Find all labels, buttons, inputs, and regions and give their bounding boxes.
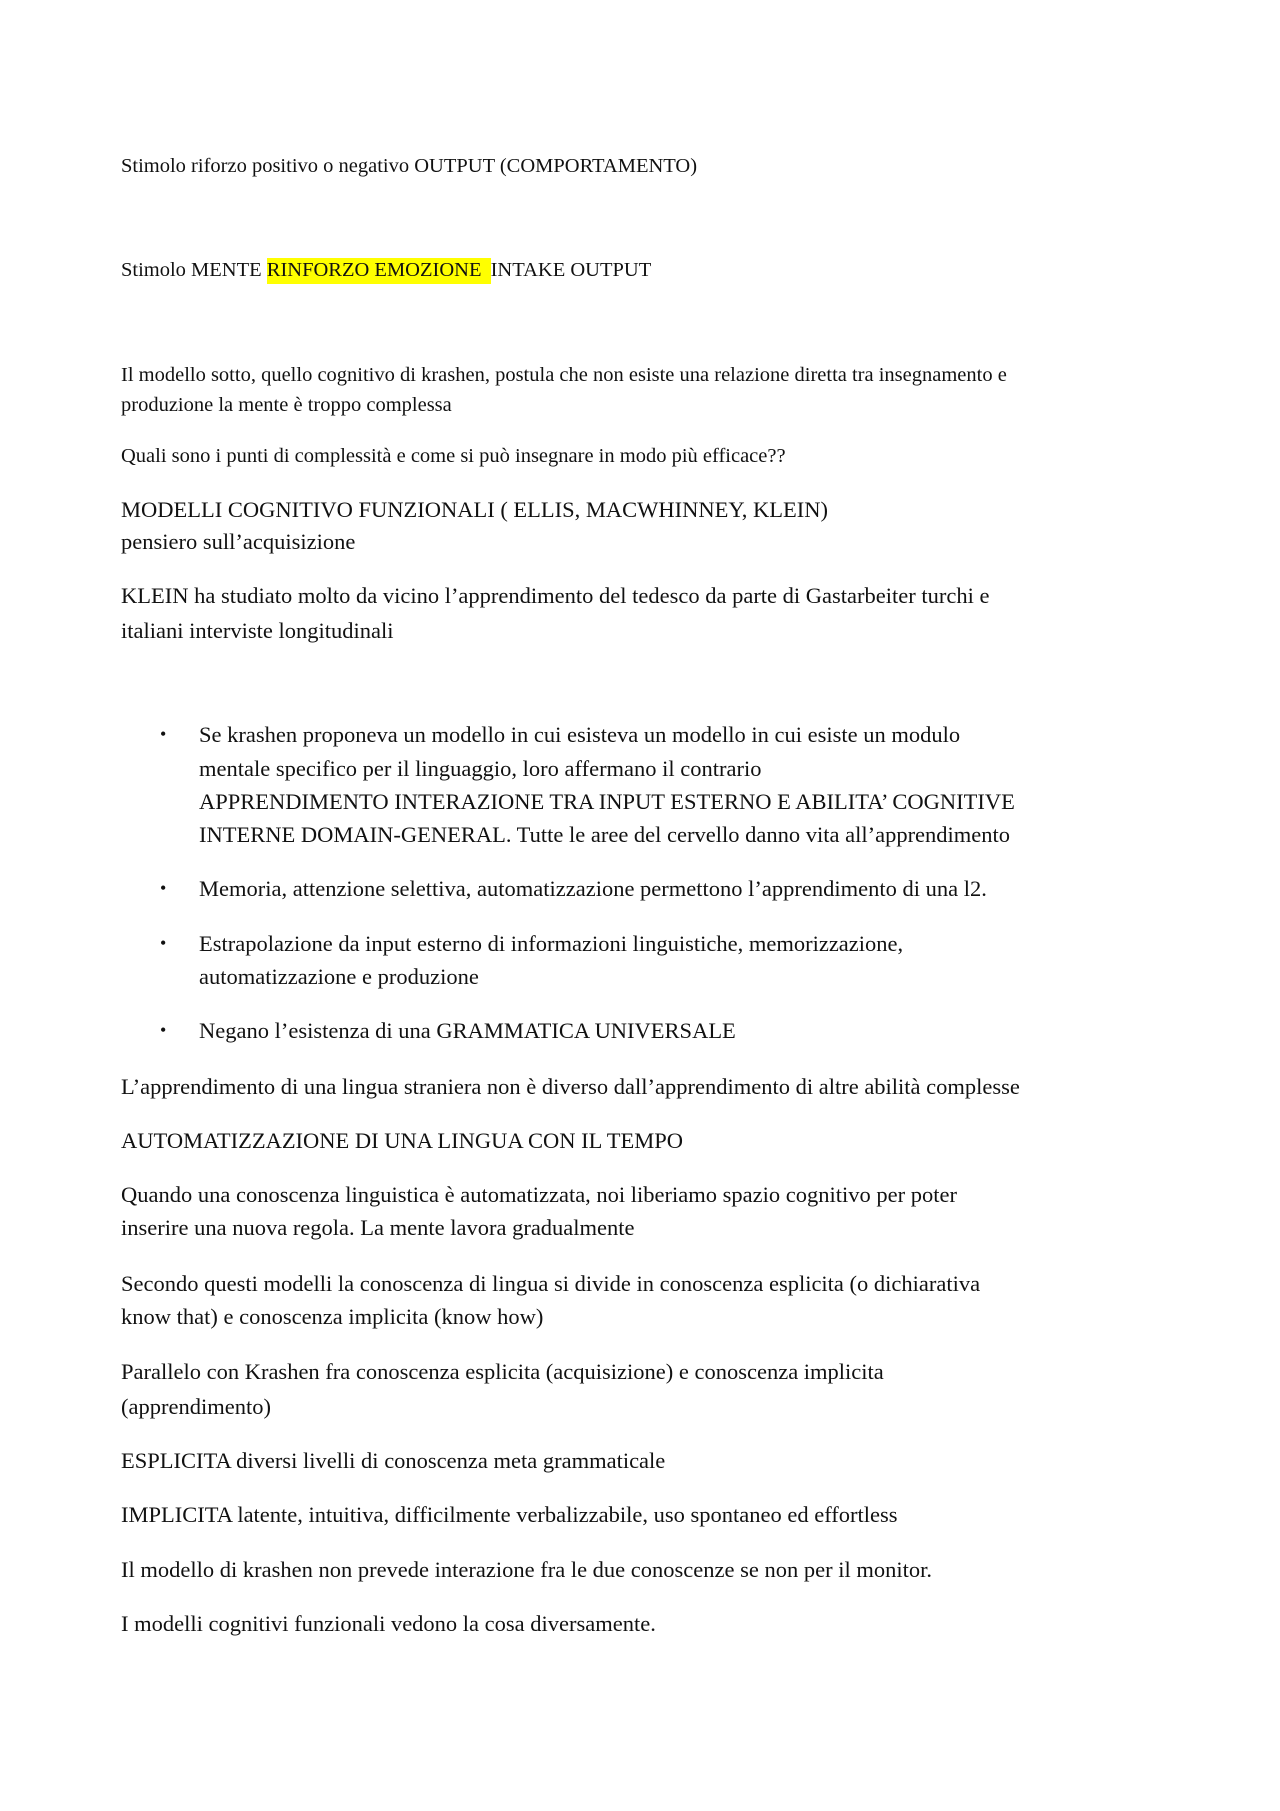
bullet-line: APPRENDIMENTO INTERAZIONE TRA INPUT ESTERNO E ABILITA’ COGNITIVE xyxy=(199,789,1015,814)
highlighted-text: RINFORZO EMOZIONE xyxy=(267,258,491,284)
paragraph-line: ESPLICITA diversi livelli di conoscenza meta grammaticale xyxy=(121,1448,666,1473)
bullet-line: mentale specifico per il linguaggio, loro affermano il contrario xyxy=(199,756,762,781)
bullet-line: INTERNE DOMAIN-GENERAL. Tutte le aree del cervello danno vita all’apprendimento xyxy=(199,822,1011,847)
heading-line: pensiero sull’acquisizione xyxy=(121,529,356,554)
paragraph-line: KLEIN ha studiato molto da vicino l’apprendimento del tedesco da parte di Gastarbeiter turchi e xyxy=(121,583,990,608)
paragraph-line: L’apprendimento di una lingua straniera non è diverso dall’apprendimento di altre abilità complesse xyxy=(121,1074,1020,1099)
paragraph-line: Quando una conoscenza linguistica è automatizzata, noi liberiamo spazio cognitivo per poter xyxy=(121,1182,957,1207)
bullet-marker: • xyxy=(160,724,167,744)
bullet-line: automatizzazione e produzione xyxy=(199,964,479,989)
bullet-marker: • xyxy=(160,878,167,898)
text-fragment: Stimolo MENTE xyxy=(121,259,267,281)
paragraph-line: inserire una nuova regola. La mente lavora gradualmente xyxy=(121,1215,635,1240)
text-line: Stimolo riforzo positivo o negativo OUTPUT (COMPORTAMENTO) xyxy=(121,155,698,177)
paragraph-line: Secondo questi modelli la conoscenza di lingua si divide in conoscenza esplicita (o dichiarativa xyxy=(121,1271,981,1296)
bullet-line: Estrapolazione da input esterno di informazioni linguistiche, memorizzazione, xyxy=(199,931,904,956)
text-fragment: INTAKE OUTPUT xyxy=(490,259,652,281)
paragraph-line: Quali sono i punti di complessità e come si può insegnare in modo più efficace?? xyxy=(121,445,786,467)
bullet-marker: • xyxy=(160,1020,167,1040)
heading-line: MODELLI COGNITIVO FUNZIONALI ( ELLIS, MACWHINNEY, KLEIN) xyxy=(121,497,828,522)
paragraph-line: Il modello sotto, quello cognitivo di krashen, postula che non esiste una relazione diretta tra insegnamento e xyxy=(121,364,1007,386)
paragraph-line: produzione la mente è troppo complessa xyxy=(121,394,452,416)
text-line xyxy=(121,255,651,285)
bullet-marker: • xyxy=(160,933,167,953)
paragraph-line: I modelli cognitivi funzionali vedono la cosa diversamente. xyxy=(121,1611,656,1636)
bullet-line: Memoria, attenzione selettiva, automatizzazione permettono l’apprendimento di una l2. xyxy=(199,876,987,901)
paragraph-line: (apprendimento) xyxy=(121,1394,271,1419)
heading-line: AUTOMATIZZAZIONE DI UNA LINGUA CON IL TEMPO xyxy=(121,1128,684,1153)
paragraph-line: Parallelo con Krashen fra conoscenza esplicita (acquisizione) e conoscenza implicita xyxy=(121,1359,884,1384)
bullet-line: Negano l’esistenza di una GRAMMATICA UNIVERSALE xyxy=(199,1018,736,1043)
paragraph-line: know that) e conoscenza implicita (know how) xyxy=(121,1304,544,1329)
paragraph-line: IMPLICITA latente, intuitiva, difficilmente verbalizzabile, uso spontaneo ed effortless xyxy=(121,1502,898,1527)
paragraph-line: Il modello di krashen non prevede interazione fra le due conoscenze se non per il monitor. xyxy=(121,1557,932,1582)
paragraph-line: italiani interviste longitudinali xyxy=(121,618,394,643)
bullet-line: Se krashen proponeva un modello in cui esisteva un modello in cui esiste un modulo xyxy=(199,722,961,747)
